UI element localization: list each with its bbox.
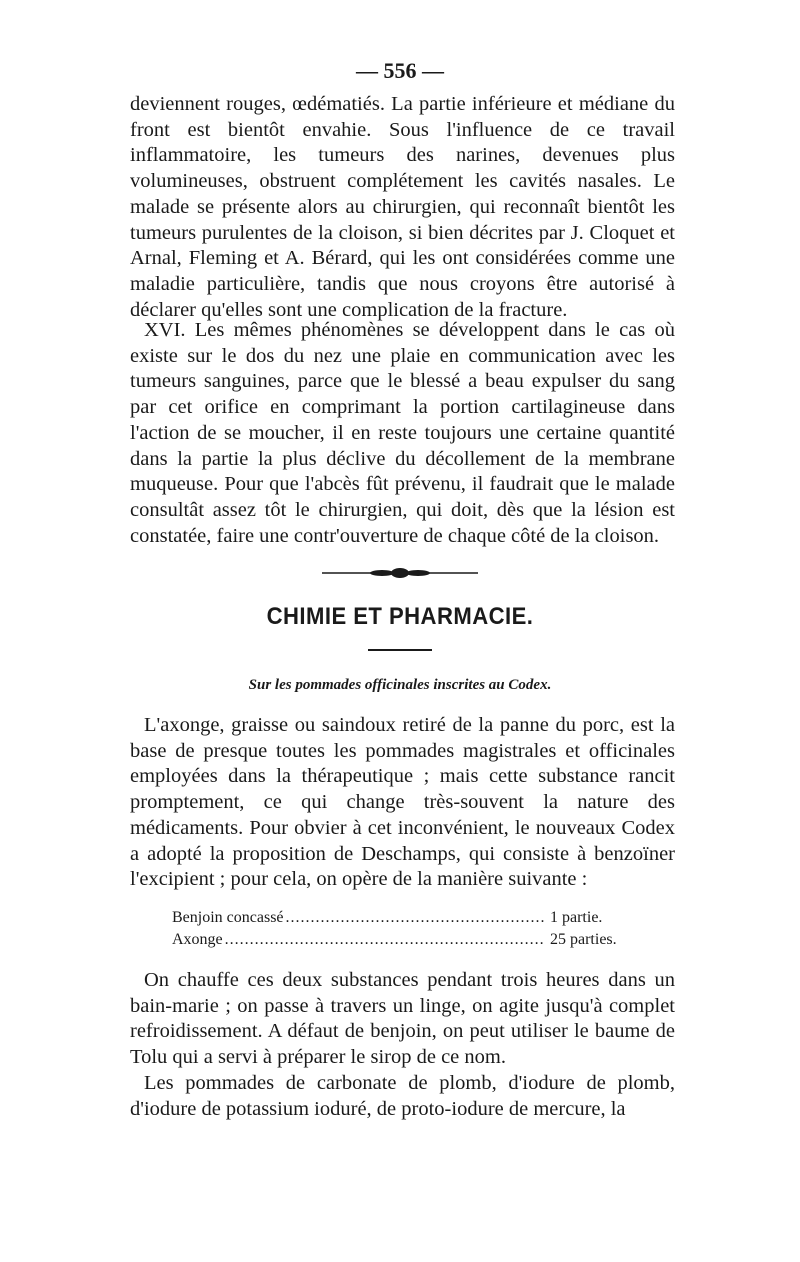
recipe-quantity: 25 parties. bbox=[550, 931, 617, 948]
section-subtitle: Sur les pommades officinales inscrites au Codex. bbox=[248, 677, 552, 693]
dot-leader bbox=[286, 907, 544, 929]
paragraph-section-xvi: XVI. Les mêmes phénomènes se développent dans le cas où existe sur le dos du nez une plaie en communication avec les tumeurs sanguines, parce que le blessé a beau expulser du sang par cet orifice en comprimant la portion cartilagineuse dans l'action de se moucher, il en reste toujours une certaine quantité dans la partie la plus déclive du décollement de la membrane muqueuse. Pour que l'abcès fût prévenu, il faudrait que le malade consultât assez tôt le chirurgien, qui doit, dès que la lésion est constatée, faire une contr'ouverture de chaque côté de la cloison. bbox=[130, 319, 675, 547]
title-rule bbox=[368, 649, 432, 651]
paragraph-pommades: Les pommades de carbonate de plomb, d'iodure de plomb, d'iodure de potassium ioduré, de proto-iodure de mercure, la bbox=[130, 1072, 675, 1120]
recipe-row bbox=[172, 929, 628, 951]
recipe-quantity: 1 partie. bbox=[550, 909, 603, 926]
paragraph-axonge: L'axonge, graisse ou saindoux retiré de la panne du porc, est la base de presque toutes les pommades magistrales et officinales employées dans la thérapeutique ; mais cette substance rancit promptement, ce qui change très-souvent la nature des médicaments. Pour obvier à cet inconvénient, le nouveaux Codex a adopté la proposition de Deschamps, qui consiste à benzoïner l'excipient ; pour cela, on opère de la manière suivante : bbox=[130, 714, 675, 891]
paragraph-fracture-complication: deviennent rouges, œdématiés. La partie inférieure et médiane du front est bientôt envahie. Sous l'influence de ce travail inflammatoire, les tumeurs des narines, devenues plus volumineuses, obstruent complétement les cavités nasales. Le malade se présente alors au chirurgien, qui reconnaît bientôt les tumeurs purulentes de la cloison, si bien décrites par J. Cloquet et Arnal, Fleming et A. Bérard, qui les ont considérées comme une maladie particulière, tandis que nous croyons être autorisé à déclarer qu'elles sont une complication de la fracture. bbox=[130, 93, 675, 321]
page-number: — 556 — bbox=[356, 58, 444, 83]
paragraph-preparation: On chauffe ces deux substances pendant trois heures dans un bain-marie ; on passe à travers un linge, on agite jusqu'à complet refroidissement. A défaut de benjoin, on peut utiliser le baume de Tolu qui a servi à préparer le sirop de ce nom. bbox=[130, 969, 675, 1069]
dot-leader bbox=[225, 929, 544, 951]
recipe-row bbox=[172, 907, 628, 929]
recipe-ingredient: Benjoin concassé bbox=[172, 909, 284, 926]
recipe-list bbox=[172, 907, 628, 951]
section-title: CHIMIE ET PHARMACIE. bbox=[266, 603, 534, 630]
ornamental-divider-icon bbox=[322, 566, 478, 580]
recipe-ingredient: Axonge bbox=[172, 931, 223, 948]
